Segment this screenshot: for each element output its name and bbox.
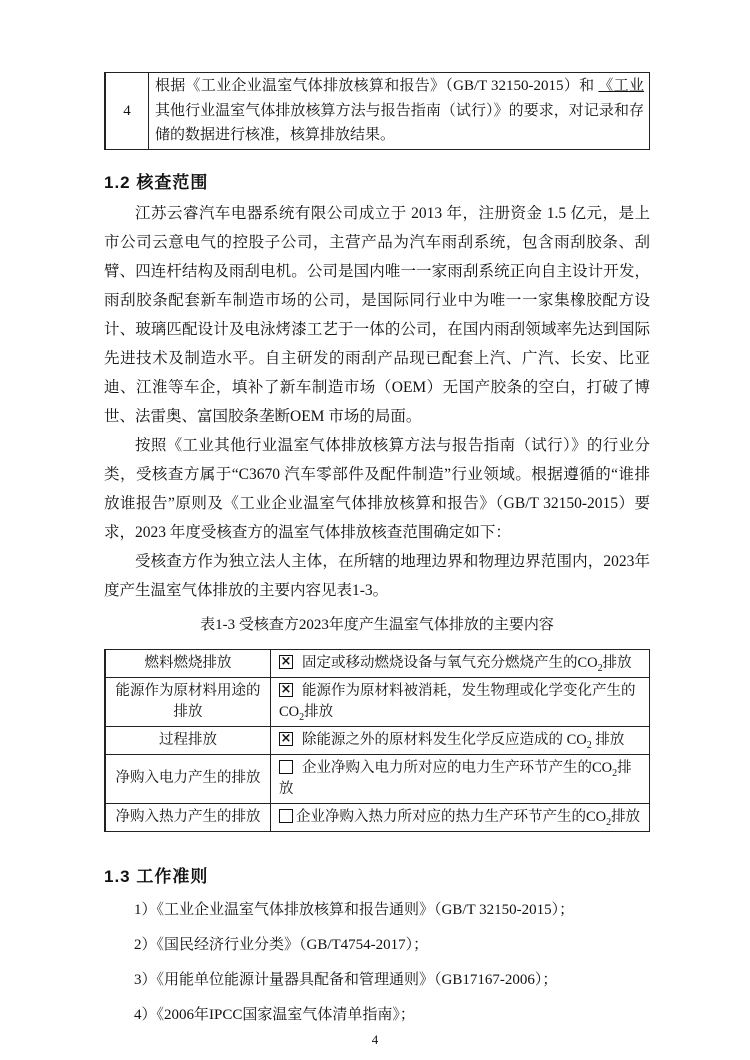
emission-type-label: 净购入热力产生的排放 — [105, 803, 271, 831]
desc-text-tail: 排放 — [304, 703, 334, 720]
emission-desc — [271, 803, 650, 831]
row-text — [149, 73, 650, 150]
page-content — [104, 0, 650, 1033]
emission-type-label: 净购入电力产生的排放 — [105, 754, 271, 803]
page-number: 4 — [371, 1032, 379, 1047]
section-heading-1-2: 1.2 核查范围 — [104, 172, 209, 192]
checkbox-icon — [279, 683, 293, 697]
table-row — [105, 754, 650, 803]
row-text-before: 根据《工业企业温室气体排放核算和报告》（GB/T 32150-2015）和 — [155, 78, 599, 94]
row-text-after: 其他行业温室气体排放核算方法与报告指南（试行）》的要求，对记录和存储的数据进行核准，核算排放结果。 — [155, 102, 644, 143]
desc-text: 能源作为原材料被消耗，发生物理或化学变化产生的CO — [279, 682, 636, 720]
table-row — [105, 803, 650, 831]
paragraph-industry-classification: 按照《工业其他行业温室气体排放核算方法与报告指南（试行）》的行业分类，受核查方属于“C3670 汽车零部件及配件制造”行业领域。根据遵循的“谁排放谁报告”原则及《工业企业温室气体排放核算和报告》（GB/T 32150-2015）要求，2023 年度受核查方的温室气体排放核查范围确定如下： — [104, 436, 650, 541]
co2-subscript: 2 — [606, 816, 612, 828]
paragraph-company-intro: 江苏云睿汽车电器系统有限公司成立于 2013 年，注册资金 1.5 亿元，是上市公司云意电气的控股子公司，主营产品为汽车雨刮系统，包含雨刮胶条、刮臂、四连杆结构及雨刮电机。公司是国内唯一一家雨刮系统正向自主设计开发，雨刮胶条配套新车制造市场的公司，是国际同行业中为唯一一家集橡胶配方设计、玻璃匹配设计及电泳烤漆工艺于一体的公司，在国内雨刮领域率先达到国际先进技术及制造水平。自主研发的雨刮产品现已配套上汽、广汽、长安、比亚迪、江淮等车企，填补了新车制造市场（OEM）无国产胶条的空白，打破了博世、法雷奥、富国胶条垄断OEM 市场的局面。 — [104, 204, 650, 425]
co2-subscript: 2 — [612, 767, 618, 779]
table-row — [105, 677, 650, 726]
emission-type-label: 能源作为原材料用途的排放 — [105, 677, 271, 726]
co2-subscript: 2 — [597, 662, 603, 674]
emission-desc — [271, 754, 650, 803]
table-row — [105, 726, 650, 754]
checkbox-icon — [279, 732, 293, 746]
row-index: 4 — [105, 73, 149, 150]
table-1-3-caption: 表1-3 受核查方2023年度产生温室气体排放的主要内容 — [200, 616, 554, 633]
checkbox-icon — [279, 760, 293, 774]
checkbox-icon — [279, 655, 293, 669]
emission-type-label: 过程排放 — [105, 726, 271, 754]
emission-desc — [271, 649, 650, 677]
emission-content-table — [104, 649, 650, 832]
desc-text: 固定或移动燃烧设备与氧气充分燃烧产生的CO — [302, 654, 598, 671]
row-text-underlined: 《工业 — [598, 78, 644, 94]
table-row — [105, 73, 650, 150]
co2-subscript: 2 — [299, 711, 305, 723]
table-row — [105, 649, 650, 677]
standard-item-2: 2）《国民经济行业分类》（GB/T4754-2017）； — [134, 936, 429, 953]
desc-text: 企业净购入电力所对应的电力生产环节产生的CO — [302, 759, 613, 776]
emission-type-label: 燃料燃烧排放 — [105, 649, 271, 677]
desc-text-tail: 排放 — [279, 759, 632, 797]
desc-text-tail: 排放 — [611, 808, 641, 825]
desc-text: 企业净购入热力所对应的热力生产环节产生的CO — [296, 808, 607, 825]
standard-item-1: 1）《工业企业温室气体排放核算和报告通则》（GB/T 32150-2015）； — [134, 901, 575, 918]
desc-text-tail: 排放 — [602, 654, 632, 671]
paragraph-boundary: 受核查方作为独立法人主体，在所辖的地理边界和物理边界范围内，2023年度产生温室气体排放的主要内容见表1-3。 — [104, 552, 650, 599]
emission-desc — [271, 677, 650, 726]
checkbox-icon — [279, 809, 293, 823]
standard-item-3: 3）《用能单位能源计量器具配备和管理通则》（GB17167-2006）； — [134, 971, 558, 988]
desc-text: 除能源之外的原材料发生化学反应造成的 CO — [302, 731, 587, 748]
desc-text-tail: 排放 — [591, 731, 625, 748]
carryover-table — [104, 72, 650, 150]
section-heading-1-3: 1.3 工作准则 — [104, 866, 209, 886]
emission-desc — [271, 726, 650, 754]
standard-item-4: 4）《2006年IPCC国家温室气体清单指南》； — [134, 1006, 415, 1023]
co2-subscript: 2 — [586, 739, 592, 751]
